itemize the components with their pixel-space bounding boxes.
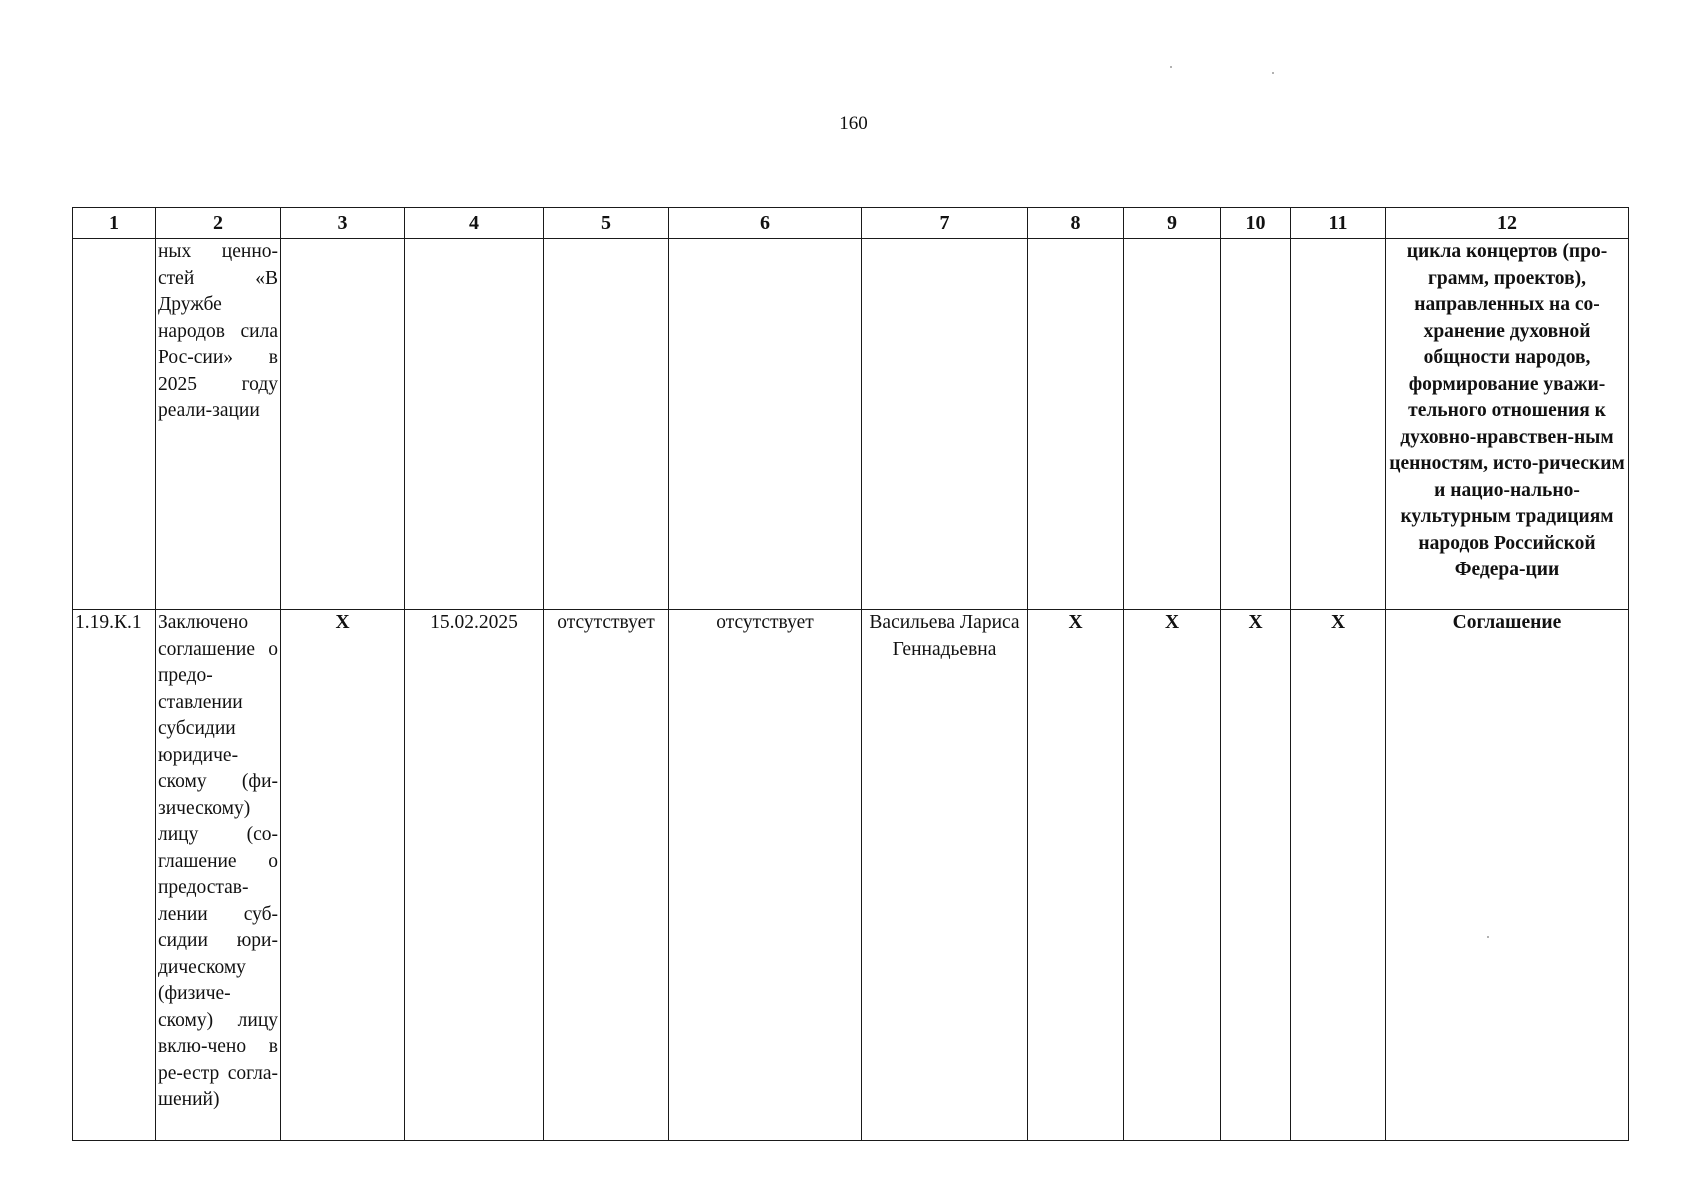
column-header: 8: [1028, 208, 1124, 239]
data-table: [72, 207, 1629, 1141]
page-number: 160: [839, 113, 868, 134]
column-header: 11: [1291, 208, 1386, 239]
date-cell: 15.02.2025: [405, 610, 544, 1141]
table-cell: отсутствует: [544, 610, 669, 1141]
table-cell: ных ценно-стей «В Дружбе народов сила Рос-сии» в 2025 году реали-зации: [156, 239, 281, 610]
column-header: 6: [669, 208, 862, 239]
table-cell: цикла концертов (про-грамм, проектов), направленных на со-хранение духовной общности народов, формирование уважи-тельного отношения к духовно-нравствен-ным ценностям, исто-рическим и нацио-нально-культурным традициям народов Российской Федера-ции: [1386, 239, 1629, 610]
table-cell: [73, 239, 156, 610]
table-cell: X: [1028, 610, 1124, 1141]
table-row: [73, 610, 1629, 1141]
scan-speck: [1272, 72, 1274, 74]
column-header: 3: [281, 208, 405, 239]
table-cell: X: [281, 610, 405, 1141]
table-cell: X: [1221, 610, 1291, 1141]
table-cell: [544, 239, 669, 610]
row-number: 1.19.К.1: [73, 610, 156, 1141]
column-header: 10: [1221, 208, 1291, 239]
table-cell: Соглашение: [1386, 610, 1629, 1141]
column-header: 9: [1124, 208, 1221, 239]
table-cell: Заключено соглашение о предо-ставлении субсидии юридиче-скому (фи-зическому) лицу (со-глашение о предостав-лении суб-сидии юри-дическому (физиче-скому) лицу вклю-чено в ре-естр согла-шений): [156, 610, 281, 1141]
table-cell: X: [1291, 610, 1386, 1141]
table-cell: [281, 239, 405, 610]
table-cell: [1221, 239, 1291, 610]
column-header: 2: [156, 208, 281, 239]
table-cell: [405, 239, 544, 610]
column-header: 1: [73, 208, 156, 239]
table-cell: [1028, 239, 1124, 610]
scan-speck: [1170, 66, 1172, 68]
table-cell: [1124, 239, 1221, 610]
column-header: 7: [862, 208, 1028, 239]
responsible-person-cell: Васильева Лариса Геннадьевна: [862, 610, 1028, 1141]
table-cell: X: [1124, 610, 1221, 1141]
column-header: 12: [1386, 208, 1629, 239]
header-row: [73, 208, 1629, 239]
column-header: 4: [405, 208, 544, 239]
table-row: [73, 239, 1629, 610]
table-cell: [1291, 239, 1386, 610]
column-header: 5: [544, 208, 669, 239]
table-cell: [862, 239, 1028, 610]
table-cell: [669, 239, 862, 610]
table-cell: отсутствует: [669, 610, 862, 1141]
